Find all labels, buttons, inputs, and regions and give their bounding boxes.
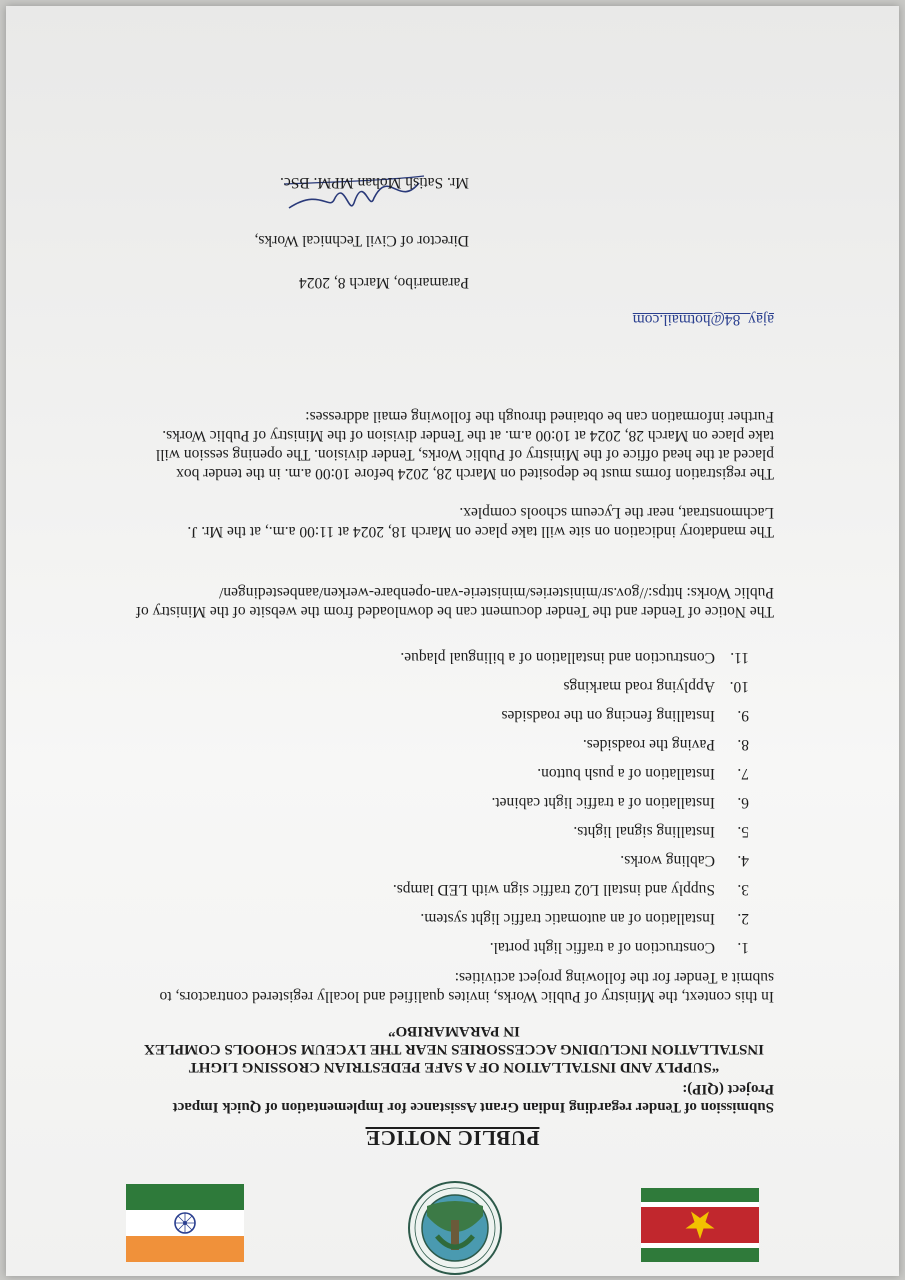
signatory-name: Mr. Satish Mohan MPM. BSc. [279,174,469,191]
list-item: 2. Installation of an automatic traffic light system. [420,910,749,927]
list-item: 6. Installation of a traffic light cabinet. [491,794,749,811]
list-item: 7. Installation of a push button. [537,765,749,782]
ministry-seal-icon [407,1180,503,1276]
suriname-flag-icon [641,1188,759,1262]
list-item: 5. Installing signal lights. [573,823,749,840]
list-item: 10. Applying road markings [563,678,749,695]
list-item: 4. Cabling works. [620,852,749,869]
list-item: 8. Paving the roadsides. [582,736,749,753]
site-indication-paragraph: The mandatory indication on site will take place on March 18, 2024 at 11:00 a.m., at the Mr. J. Lachmonstraat, near the Lyceum schools complex. [187,504,774,540]
signature-icon [279,158,429,228]
download-paragraph: The Notice of Tender and the Tender document can be downloaded from the website of the Ministry of Public Works: https://gov.sr/ministeries/ministerie-van-openbare-werken/aanbestedingen/ [135,584,774,620]
deposit-paragraph: The registration forms must be deposited on March 28, 2024 before 10:00 a.m. in the tender box placed at the head office of the Ministry of Public Works, Tender division. The opening session will take place on March 28, 2024 at 10:00 a.m. at the Tender division of the Ministry of Public Works. Further information can be obtained through the following email addresses: [155,408,774,482]
list-item: 1. Construction of a traffic light portal. [489,939,749,956]
list-item: 9. Installing fencing on the roadsides [501,707,749,724]
signatory-title: Director of Civil Technical Works, [254,232,469,249]
page-title: PUBLIC NOTICE [365,1126,540,1150]
place-date: Paramaribo, March 8, 2024 [298,274,469,291]
paper-sheet [6,6,899,1276]
list-item: 3. Supply and install L02 traffic sign with LED lamps. [392,881,749,898]
india-flag-icon [126,1184,244,1262]
notice-intro: Submission of Tender regarding Indian Grant Assistance for Implementation of Quick Impact Project (QIP): [172,1081,774,1115]
invitation-paragraph: In this context, the Ministry of Public Works, invites qualified and locally registered contractors, to submit a Tender for the following project activities: [159,969,774,1005]
email-link[interactable]: ajay_84@hotmail.com [632,311,774,328]
project-title: “SUPPLY AND INSTALLATION OF A SAFE PEDESTRIAN CROSSING LIGHT INSTALLATION INCLUDING ACCESSORIES NEAR THE LYCEUM SCHOOLS COMPLEX IN PARAMARIBO” [144,1023,764,1075]
activities-list [149,637,749,956]
list-item: 11. Construction and installation of a bilingual plaque. [400,649,749,666]
